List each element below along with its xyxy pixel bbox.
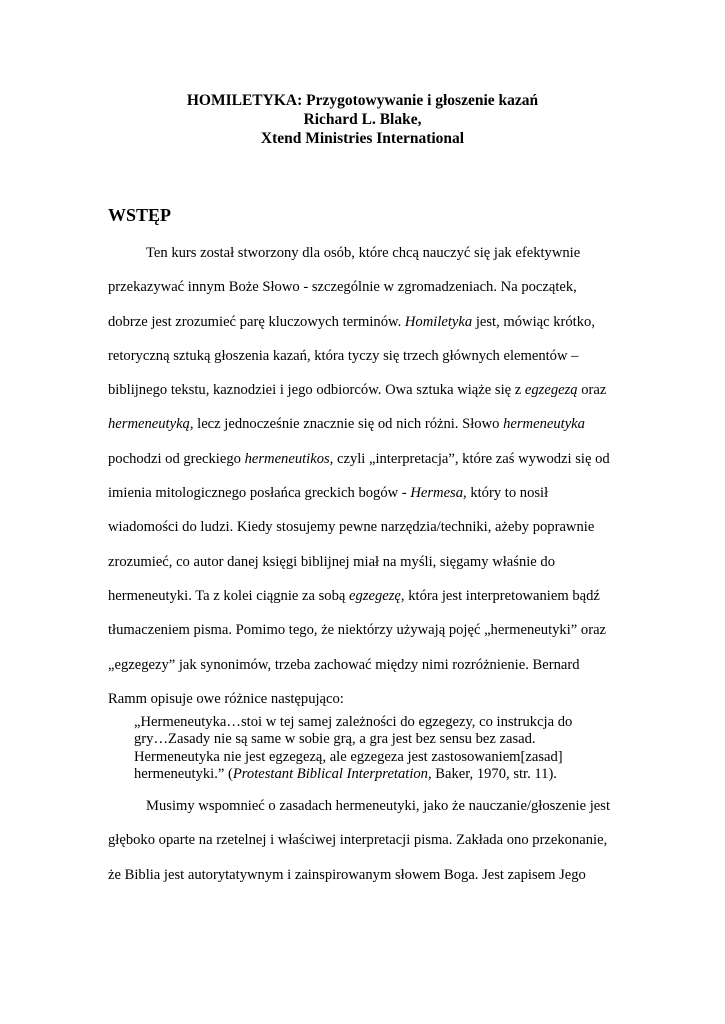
text-line — [134, 714, 604, 731]
text-line — [108, 277, 628, 311]
text-line — [134, 749, 604, 766]
text-span: imienia mitologicznego posłańca greckich bogów - — [108, 485, 411, 502]
text-span: hermeneutyki.” ( — [134, 766, 233, 783]
title-line: HOMILETYKA: Przygotowywanie i głoszenie kazań — [186, 92, 539, 109]
text-span: biblijnego tekstu, kaznodziei i jego odbiorców. Owa sztuka wiąże się z — [108, 382, 525, 399]
block-quote — [134, 714, 604, 784]
text-span: jest, mówiąc krótko, — [472, 313, 595, 330]
text-span: przekazywać innym Boże Słowo - szczególnie w zgromadzeniach. Na początek, — [108, 279, 577, 296]
italic-term: Hermesa — [410, 485, 464, 502]
text-span: wiadomości do ludzi. Kiedy stosujemy pewne narzędzia/techniki, ażeby poprawnie — [108, 519, 595, 536]
text-line — [108, 830, 628, 864]
text-span: „Hermeneutyka…stoi w tej samej zależności do egzegezy, co instrukcja do — [134, 714, 573, 730]
text-span: oraz — [577, 382, 607, 399]
text-span: hermeneutyki. Ta z kolei ciągnie za sobą — [108, 587, 350, 604]
text-line — [108, 346, 628, 380]
paragraph-introduction — [108, 243, 628, 723]
text-span: lecz jednocześnie znacznie się od nich różni. Słowo — [193, 416, 504, 433]
text-line — [134, 766, 604, 783]
italic-term: hermeneutyką, — [108, 416, 194, 433]
author-line: Richard L. Blake, — [303, 111, 422, 128]
text-span: Ten kurs został stworzony dla osób, które chcą nauczyć się jak efektywnie — [146, 245, 581, 261]
text-line — [134, 731, 604, 748]
italic-term: Protestant Biblical Interpretation, — [232, 766, 432, 783]
document-title — [0, 91, 725, 148]
italic-term: egzegezą — [524, 382, 578, 399]
text-span: pochodzi od greckiego — [108, 450, 245, 467]
text-span: że Biblia jest autorytatywnym i zainspirowanym słowem Boga. Jest zapisem Jego — [108, 866, 586, 883]
text-span: tłumaczeniem pisma. Pomimo tego, że niektórzy używają pojęć „hermeneutyki” oraz — [108, 622, 607, 639]
text-span: , która jest interpretowaniem bądź — [400, 587, 600, 604]
text-span: , który to nosił — [463, 485, 549, 502]
italic-term: hermeneutikos, — [244, 450, 334, 467]
text-span: gry…Zasady nie są same w sobie grą, a gra jest bez sensu bez zasad. — [134, 731, 536, 748]
text-span: Musimy wspomnieć o zasadach hermeneutyki, jako że nauczanie/głoszenie jest — [146, 798, 610, 814]
organization-line: Xtend Ministries International — [260, 130, 465, 147]
text-span: Baker, 1970, str. 11). — [431, 766, 557, 783]
text-span: dobrze jest zrozumieć parę kluczowych terminów. — [108, 313, 405, 330]
text-line — [108, 586, 628, 620]
text-line — [108, 414, 628, 448]
text-span: retoryczną sztuką głoszenia kazań, która tyczy się trzech głównych elementów – — [108, 347, 579, 364]
text-line — [108, 312, 628, 346]
text-line — [108, 620, 628, 654]
text-span: czyli „interpretacja”, które zaś wywodzi się od — [333, 450, 610, 467]
paragraph-hermeneutics — [108, 796, 628, 899]
text-line — [108, 655, 628, 689]
text-span: Ramm opisuje owe różnice następująco: — [108, 690, 344, 707]
text-line — [108, 517, 628, 551]
text-line — [108, 449, 628, 483]
italic-term: Homiletyka — [404, 313, 473, 330]
text-line — [108, 865, 628, 899]
text-span: głęboko oparte na rzetelnej i właściwej interpretacji pisma. Zakłada ono przekonanie, — [108, 832, 608, 849]
text-span: „egzegezy” jak synonimów, trzeba zachować między nimi rozróżnienie. Bernard — [108, 656, 580, 673]
text-span: zrozumieć, co autor danej księgi biblijnej miał na myśli, sięgamy właśnie do — [108, 553, 556, 570]
italic-term: hermeneutyka — [503, 416, 585, 433]
text-span: Hermeneutyka nie jest egzegezą, ale egzegeza jest zastosowaniem[zasad] — [134, 748, 563, 765]
text-line — [108, 380, 628, 414]
section-heading: WSTĘP — [108, 205, 172, 225]
text-line — [108, 796, 628, 830]
text-line — [108, 552, 628, 586]
text-line — [108, 483, 628, 517]
italic-term: egzegezę — [349, 587, 401, 604]
text-line — [108, 243, 628, 277]
